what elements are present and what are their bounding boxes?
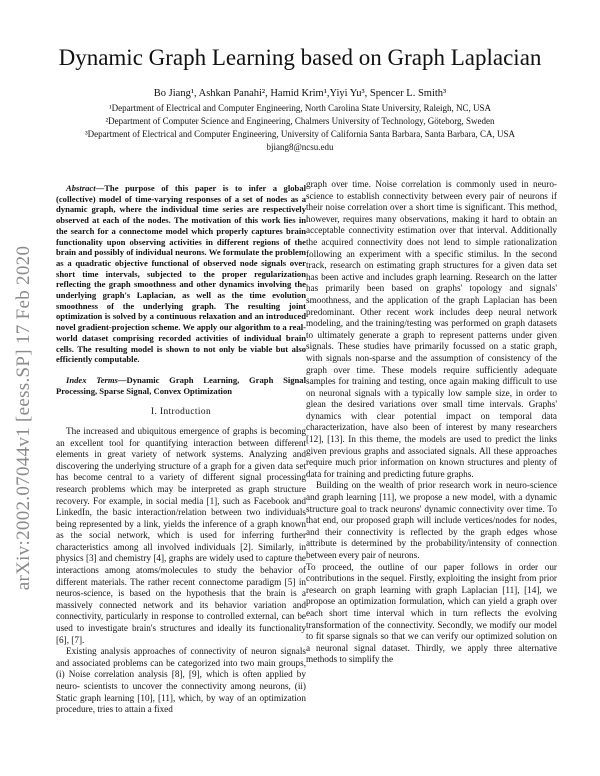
arxiv-id: arXiv:2002.07044v1 [eess.SP] 17 Feb 2020 xyxy=(13,245,35,591)
index-terms-text: —Dynamic Graph Learning, Graph Signal Processing, Sparse Signal, Convex Optimization xyxy=(56,374,306,396)
intro-paragraph: Building on the wealth of prior research work in neuro-science and graph learning [11], we propose a new model, with a dynamic structure goal to track neurons' dynamic connectivity over time. To that end, our proposed graph will include vertices/nodes for nodes, and their connectivity is reflected by the graph edges whose attribute is determined by the probability/intensity of connection between every pair of neurons. xyxy=(306,480,557,560)
paper-title: Dynamic Graph Learning based on Graph Laplacian xyxy=(58,45,542,70)
index-terms xyxy=(56,375,306,396)
intro-paragraph: graph over time. Noise correlation is commonly used in neuro-science to establish connectivity between every pair of neurons if their noise correlation over a short time is significant. This method, however, requires many observations, making it hard to obtain an acceptable connectivity estimation over that interval. Additionally the acquired connectivity does not lend to simple rationalization following an experiment with a specific stimilus. In the second track, research on estimating graph structures for a given data set has been active and includes graph learning. Research on the latter has primarily been based on graphs' topology and signals' smoothness, and the application of the graph Laplacian has been predominant. Other recent work includes deep neural network modeling, and the training/testing was performed on graph datasets to ultimately generate a graph to represent patterns under given signals. These studies have primarily focussed on a static graph, with signals non-sparse and the assumption of consistency of the graph over time. These models require sufficiently adequate samples for training and testing, once again making difficult to use on neuronal signals with a typically low sample size, in order to glean the desired variations over small time intervals. Graphs' dynamics with clear potential impact on temporal data characterization, have also been of interest by many researchers [12], [13]. In this theme, the models are used to predict the links given previous graphs and associated signals. All these approaches require much prior information on known structures and plenty of data for training and predicting future graphs. xyxy=(306,179,557,479)
abstract xyxy=(56,183,306,365)
affiliation-1: ¹Department of Electrical and Computer Engineering, North Carolina State University, Raleigh, NC, USA xyxy=(108,103,492,113)
intro-paragraph: The increased and ubiquitous emergence of graphs is becoming an excellent tool for quantifying interaction between different elements in great variety of network systems. Analyzing and discovering the underlying structure of a graph for a given data set has become central to a variety of different signal processing research problems which may be interpreted as graph structure recovery. For example, in social media [1], such as Facebook and LinkedIn, the basic interaction/relation between two individuals being represented by a link, yields the inference of a graph known as the social network, which is used for inferring further characteristics among all involved individuals [2]. Similarly, in physics [3] and chemistry [4], graphs are widely used to capture the interactions among atoms/molecules to study the behavior of different materials. The rather recent connectome paradigm [5] in neuros-science, is based on the hypothesis that the brain is a massively connected network and its behavior variation and connectivity, particularly in response to controlled external, can be used to investigate brain's structures and ideally its functionality [6], [7]. xyxy=(56,425,306,645)
intro-paragraph: Existing analysis approaches of connectivity of neuron signals and associated problems can be categorized into two main groups, (i) Noise correlation analysis [8], [9], which is often applied by neuro- scientists to uncover the connectivity among neurons, (ii) Static graph learning [10], [11], which, by way of an optimization procedure, tries to attain a fixed xyxy=(56,646,306,715)
left-column xyxy=(56,183,306,716)
abstract-lead: Abstract xyxy=(66,183,96,193)
intro-paragraph: To proceed, the outline of our paper follows in order our contributions in the sequel. Firstly, exploiting the insight from prior research on graph learning with graph Laplacian [11], [14], we propose an optimization formulation, which can yield a graph over each short time interval which in turn reflects the evolving transformation of the connectivity. Secondly, we modify our model to fit sparse signals so that we can verify our optimized solution on a neuronal signal dataset. Thirdly, we apply three alternative methods to simplify the xyxy=(306,561,557,665)
affiliation-2: ²Department of Computer Science and Engineering, Chalmers University of Technology, Göteborg, Sweden xyxy=(105,116,495,126)
section-heading: I. Introduction xyxy=(150,407,212,418)
right-column xyxy=(306,179,557,666)
index-terms-lead: Index Terms xyxy=(66,374,118,385)
arxiv-sidebar-stamp xyxy=(6,228,42,608)
affiliation-3: ³Department of Electrical and Computer Engineering, University of California Santa Barbara, Santa Barbara, CA, USA xyxy=(84,129,516,139)
author-email: bjiang8@ncsu.edu xyxy=(266,142,334,152)
author-list: Bo Jiang¹, Ashkan Panahi², Hamid Krim¹,Yiyi Yu³, Spencer L. Smith³ xyxy=(153,88,447,99)
abstract-text: —The purpose of this paper is to infer a global (collective) model of time-varying responses of a set of nodes as a dynamic graph, where the individual time series are respectively observed at each of the nodes. The motivation of this work lies in the search for a connectome model which properly captures brain functionality upon observing activities in different regions of the brain and possibly of individual neurons. We formulate the problem as a quadratic objective functional of observed node signals over short time intervals, subjected to the proper regularization reflecting the graph smoothness and other dynamics involving the underlying graph's Laplacian, as well as the time evolution smoothness of the underlying graph. The resulting joint optimization is solved by a continuous relaxation and an introduced novel gradient-projection scheme. We apply our algorithm to a real-world dataset comprising recorded activities of individual brain cells. The resulting model is shown to not only be viable but also efficiently computable. xyxy=(56,183,306,365)
